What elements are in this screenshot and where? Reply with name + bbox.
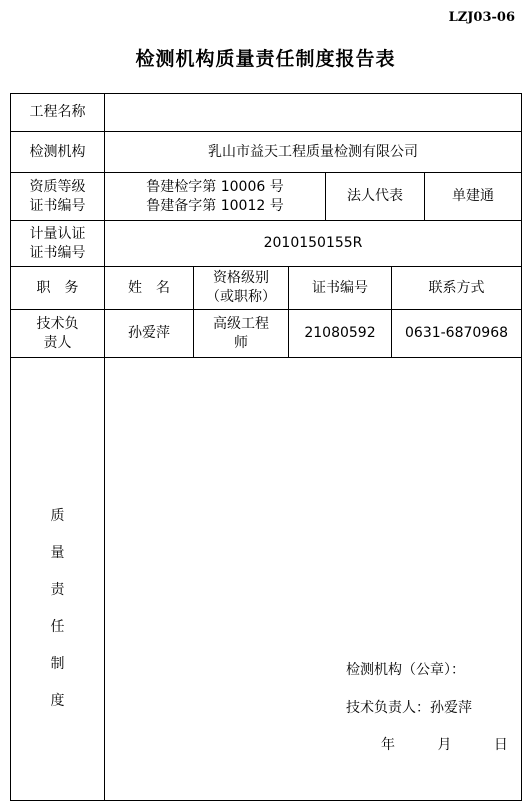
staff-header-row	[11, 267, 522, 310]
quality-system-label	[11, 358, 105, 801]
metrology-label	[11, 221, 105, 267]
document-code: LZJ03-06	[448, 10, 515, 25]
staff-position-line1: 技术负	[36, 315, 79, 332]
qualification-label-line1: 资质等级	[29, 178, 86, 195]
staff-header-contact: 联系方式	[392, 267, 522, 310]
qualification-label	[11, 173, 105, 221]
staff-header-level	[194, 267, 289, 310]
qualification-value	[105, 173, 326, 221]
tech-lead-signature-line: 技术负责人：孙爱萍	[346, 700, 472, 716]
staff-header-level-line2: （或职称）	[206, 289, 276, 305]
project-name-label: 工程名称	[11, 94, 105, 132]
quality-system-row	[11, 358, 522, 801]
project-name-value	[105, 94, 522, 132]
label-char: 度	[50, 693, 65, 709]
quality-system-content	[105, 358, 522, 801]
qualification-row	[11, 173, 522, 221]
legal-rep-label: 法人代表	[326, 173, 425, 221]
label-char: 责	[50, 582, 65, 598]
date-day: 日	[493, 737, 508, 753]
staff-level-line2: 师	[234, 334, 248, 351]
legal-rep-value: 单建通	[425, 173, 522, 221]
date-line	[381, 736, 531, 755]
staff-position-line2: 责人	[43, 334, 72, 351]
label-char: 质	[50, 508, 65, 524]
staff-header-position: 职 务	[11, 267, 105, 310]
staff-header-level-line1: 资格级别	[213, 270, 269, 286]
staff-row	[11, 310, 522, 358]
metrology-label-line2: 证书编号	[29, 244, 86, 261]
quality-system-label-chars	[13, 507, 102, 711]
staff-cert-no: 21080592	[289, 310, 392, 358]
org-value: 乳山市益天工程质量检测有限公司	[105, 132, 522, 173]
staff-header-name: 姓 名	[105, 267, 194, 310]
metrology-value: 2010150155R	[105, 221, 522, 267]
date-year: 年	[381, 737, 395, 753]
staff-contact: 0631-6870968	[392, 310, 522, 358]
label-char: 量	[50, 545, 65, 561]
date-month: 月	[437, 737, 452, 753]
label-char: 制	[50, 656, 65, 672]
staff-level	[194, 310, 289, 358]
staff-header-cert: 证书编号	[289, 267, 392, 310]
seal-line: 检测机构（公章）：	[346, 662, 465, 678]
page-title: 检测机构质量责任制度报告表	[135, 48, 396, 70]
report-form-table	[10, 93, 522, 801]
org-label: 检测机构	[11, 132, 105, 173]
qualification-label-line2: 证书编号	[29, 197, 86, 214]
metrology-row	[11, 221, 522, 267]
qualification-cert-2: 鲁建备字第 10012 号	[146, 197, 284, 214]
staff-position	[11, 310, 105, 358]
qualification-cert-1: 鲁建检字第 10006 号	[146, 178, 284, 195]
staff-name: 孙爱萍	[105, 310, 194, 358]
label-char: 任	[50, 619, 65, 635]
project-name-row	[11, 94, 522, 132]
org-row	[11, 132, 522, 173]
staff-level-line1: 高级工程	[213, 315, 269, 332]
metrology-label-line1: 计量认证	[29, 225, 86, 242]
